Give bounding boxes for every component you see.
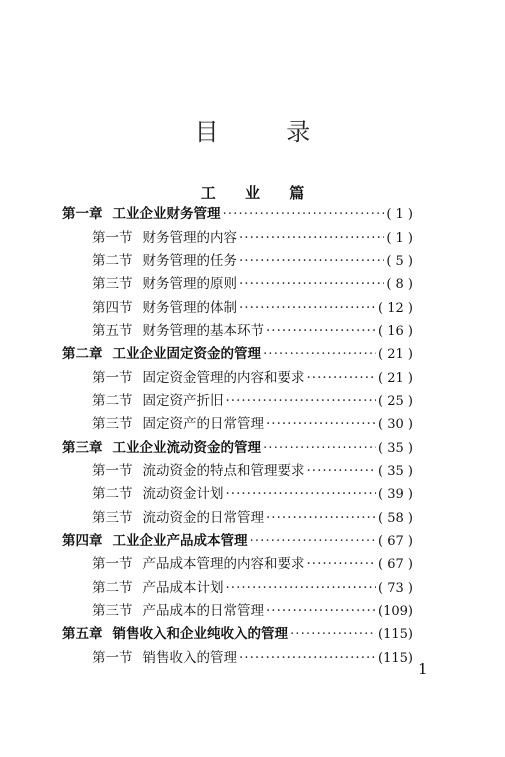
entry-page-number: ( 8 ) xyxy=(386,277,413,293)
toc-section-entry xyxy=(62,226,413,249)
table-of-contents xyxy=(62,203,413,670)
toc-section-entry xyxy=(62,483,413,506)
entry-title: 流动资金计划 xyxy=(142,486,224,503)
dot-leader xyxy=(266,507,376,530)
section-number: 第二节 xyxy=(92,486,133,503)
entry-page-number: ( 30 ) xyxy=(378,417,413,433)
dot-leader xyxy=(290,623,376,646)
toc-section-entry xyxy=(62,366,413,389)
dot-leader xyxy=(307,367,377,390)
dot-leader xyxy=(250,530,377,553)
toc-section-entry xyxy=(62,577,413,600)
section-number: 第三节 xyxy=(92,416,133,433)
entry-page-number: ( 21 ) xyxy=(378,370,413,386)
entry-title: 流动资金的特点和管理要求 xyxy=(142,462,305,479)
entry-title: 财务管理的基本环节 xyxy=(142,322,264,339)
section-number: 第二节 xyxy=(92,392,133,409)
toc-chapter-entry xyxy=(62,436,413,459)
entry-title: 工业企业固定资金的管理 xyxy=(112,346,261,363)
dot-leader xyxy=(266,600,376,623)
entry-page-number: ( 35 ) xyxy=(378,440,413,456)
entry-page-number: (115) xyxy=(378,650,413,666)
toc-section-entry xyxy=(62,390,413,413)
entry-page-number: ( 1 ) xyxy=(386,207,413,223)
dot-leader xyxy=(226,577,377,600)
entry-page-number: (115) xyxy=(378,627,413,643)
entry-title: 财务管理的任务 xyxy=(142,252,237,269)
entry-page-number: ( 5 ) xyxy=(386,253,413,269)
dot-leader xyxy=(266,413,376,436)
dot-leader xyxy=(263,343,376,366)
entry-title: 流动资金的日常管理 xyxy=(142,509,264,526)
entry-title: 固定资产的日常管理 xyxy=(142,416,264,433)
dot-leader xyxy=(239,647,376,670)
entry-title: 固定资金管理的内容和要求 xyxy=(142,369,305,386)
dot-leader xyxy=(307,553,377,576)
section-number: 第三节 xyxy=(92,509,133,526)
section-number: 第一节 xyxy=(92,649,133,666)
chapter-number: 第一章 xyxy=(62,206,103,223)
section-number: 第一节 xyxy=(92,369,133,386)
toc-chapter-entry xyxy=(62,530,413,553)
toc-section-entry xyxy=(62,250,413,273)
dot-leader xyxy=(307,460,377,483)
toc-section-entry xyxy=(62,413,413,436)
dot-leader xyxy=(239,273,384,296)
toc-section-entry xyxy=(62,296,413,319)
dot-leader xyxy=(239,297,376,320)
entry-title: 产品成本管理的内容和要求 xyxy=(142,556,305,573)
toc-section-entry xyxy=(62,506,413,529)
part-heading: 工 业 篇 xyxy=(200,184,317,202)
entry-page-number: ( 58 ) xyxy=(378,510,413,526)
section-number: 第一节 xyxy=(92,462,133,479)
dot-leader xyxy=(226,483,377,506)
toc-chapter-entry xyxy=(62,203,413,226)
dot-leader xyxy=(239,227,384,250)
toc-section-entry xyxy=(62,273,413,296)
section-number: 第一节 xyxy=(92,229,133,246)
section-number: 第三节 xyxy=(92,603,133,620)
entry-title: 财务管理的内容 xyxy=(142,229,237,246)
entry-page-number: ( 39 ) xyxy=(378,487,413,503)
entry-page-number: ( 25 ) xyxy=(378,393,413,409)
section-number: 第四节 xyxy=(92,299,133,316)
page-number: 1 xyxy=(418,660,428,678)
entry-title: 产品成本的日常管理 xyxy=(142,603,264,620)
section-number: 第五节 xyxy=(92,322,133,339)
dot-leader xyxy=(239,250,384,273)
entry-title: 固定资产折旧 xyxy=(142,392,224,409)
toc-section-entry xyxy=(62,553,413,576)
entry-page-number: ( 1 ) xyxy=(386,230,413,246)
chapter-number: 第二章 xyxy=(62,346,103,363)
entry-title: 销售收入的管理 xyxy=(142,649,237,666)
toc-section-entry xyxy=(62,320,413,343)
toc-chapter-entry xyxy=(62,343,413,366)
entry-page-number: (109) xyxy=(378,604,413,620)
section-number: 第二节 xyxy=(92,252,133,269)
dot-leader xyxy=(266,320,376,343)
entry-page-number: ( 67 ) xyxy=(378,557,413,573)
entry-title: 产品成本计划 xyxy=(142,579,224,596)
dot-leader xyxy=(263,437,376,460)
entry-page-number: ( 12 ) xyxy=(378,300,413,316)
toc-section-entry xyxy=(62,460,413,483)
entry-title: 财务管理的体制 xyxy=(142,299,237,316)
page-title: 目 录 xyxy=(194,118,341,146)
entry-page-number: ( 67 ) xyxy=(378,533,413,549)
toc-section-entry xyxy=(62,600,413,623)
entry-title: 工业企业财务管理 xyxy=(112,206,221,223)
toc-chapter-entry xyxy=(62,623,413,646)
entry-page-number: ( 21 ) xyxy=(378,347,413,363)
entry-page-number: ( 16 ) xyxy=(378,323,413,339)
dot-leader xyxy=(223,203,385,226)
entry-page-number: ( 73 ) xyxy=(378,580,413,596)
section-number: 第三节 xyxy=(92,276,133,293)
entry-title: 财务管理的原则 xyxy=(142,276,237,293)
chapter-number: 第三章 xyxy=(62,439,103,456)
section-number: 第一节 xyxy=(92,556,133,573)
entry-title: 销售收入和企业纯收入的管理 xyxy=(112,626,288,643)
section-number: 第二节 xyxy=(92,579,133,596)
dot-leader xyxy=(226,390,377,413)
chapter-number: 第五章 xyxy=(62,626,103,643)
entry-title: 工业企业产品成本管理 xyxy=(112,532,248,549)
chapter-number: 第四章 xyxy=(62,532,103,549)
entry-title: 工业企业流动资金的管理 xyxy=(112,439,261,456)
entry-page-number: ( 35 ) xyxy=(378,463,413,479)
toc-section-entry xyxy=(62,647,413,670)
